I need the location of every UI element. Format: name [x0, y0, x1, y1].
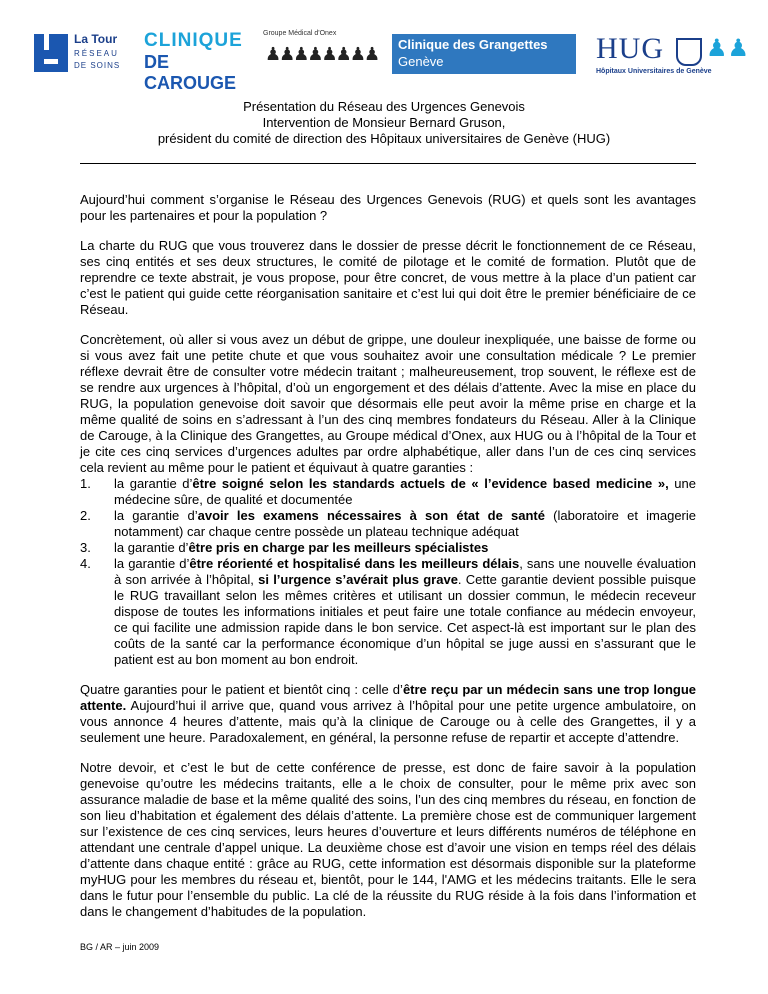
header-speaker: Intervention de Monsieur Bernard Gruson, — [262, 115, 506, 130]
header-divider — [80, 163, 696, 164]
list-item: 3. la garantie d’être pris en charge par les meilleurs spécialistes — [80, 540, 489, 555]
paragraph-2: La charte du RUG que vous trouverez dans le dossier de presse décrit le fonctionnement de ce Réseau, ses cinq entités et ses deux structures, le comité de pilotage et le comité de formation. Plutôt que de reprendre ce texte abstrait, je vous propose, pour être concret, de vous mettre à la place d’un patient car c’est le patient qui guide cette réorganisation sanitaire et c’est lui qui doit être le premier bénéficiaire de ce Réseau. — [80, 238, 696, 317]
latour-line2: RÉSEAU — [74, 49, 119, 58]
grangettes-logo — [392, 34, 576, 74]
hug-name: Hôpitaux Universitaires de Genève — [596, 68, 712, 75]
grangettes-line1: Clinique des Grangettes — [398, 37, 548, 52]
paragraph-1: Aujourd’hui comment s’organise le Réseau des Urgences Genevois (RUG) et quels sont les avantages pour les partenaires et pour la population ? — [80, 192, 696, 223]
carouge-line2: DE CAROUGE — [144, 52, 237, 93]
people-figures-icon: ♟♟♟♟♟♟♟♟ — [265, 44, 379, 64]
latour-line3: DE SOINS — [74, 61, 121, 70]
paragraph-3: Concrètement, où aller si vous avez un début de grippe, une douleur inexpliquée, une baisse de forme ou si vous avez fait une petite chute et que vous souhaitez avoir une consultation médicale ? Le premier réflexe devrait être de consulter votre médecin traitant ; malheureusement, trop souvent, le réflexe est de se rendre aux urgences à l’hôpital, d’où un engorgement et des délais d’attente. Avec la mise en place du RUG, la population genevoise doit savoir que désormais elle peut avoir la même prise en charge et la même qualité de soins en s’adressant à l’un des cinq membres fondateurs du Réseau. Aller à la Clinique de Carouge, à la Clinique des Grangettes, au Groupe médical d’Onex, aux HUG ou à l’hôpital de la Tour et je cite ces cinq services d’urgences adultes par ordre alphabétique, aller dans l’un de ces cinq services cela revient au même pour le patient et équivaut à quatre garanties : — [80, 332, 696, 475]
guarantees-list — [80, 476, 696, 668]
header-role: président du comité de direction des Hôpitaux universitaires de Genève (HUG) — [157, 131, 611, 146]
onex-label: Groupe Médical d'Onex — [263, 30, 337, 37]
document-header — [60, 99, 708, 147]
header-title: Présentation du Réseau des Urgences Genevois — [243, 99, 525, 114]
logo-bar — [0, 28, 768, 93]
hug-people-icon: ♟♟ — [706, 35, 750, 62]
latour-mark-icon — [34, 34, 68, 72]
latour-logo — [34, 32, 134, 76]
geneva-shield-icon — [676, 38, 702, 66]
paragraph-4: Quatre garanties pour le patient et bientôt cinq : celle d’être reçu par un médecin sans une trop longue attente. Aujourd’hui il arrive que, quand vous arrivez à l’hôpital pour une petite urgence ambulatoire, on vous annonce 4 heures d’attente, mais qu’à la clinique de Carouge ou à celle des Grangettes, il y a seulement une heure. Paradoxalement, en général, la personne refuse de repartir et accepte d’attendre. — [80, 682, 696, 745]
paragraph-5: Notre devoir, et c’est le but de cette conférence de presse, est donc de faire savoir à la population genevoise qu’outre les médecins traitants, elle a le choix de consulter, pour le même prix avec son assurance maladie de base et la même qualité des soins, l’un des cinq membres du réseau, en fonction de son lieu d’habitation et également des délais d’attente. La première chose est de communiquer largement sur l’existence de ces cinq services, leurs heures d’ouverture et leurs différents numéros de téléphone en attendant une centrale d’appel unique. La deuxième chose est d’avoir une vision en temps réel des délais d’attente dans chaque entité : grâce au RUG, cette information est désormais disponible sur la plateforme myHUG pour les membres du réseau et, bientôt, pour le 144, l'AMG et les médecins traitants. Elle le sera dans le futur pour l’ensemble du public. La clé de la réussite du RUG réside à la fois dans l’information et dans le changement d’habitudes de la population. — [80, 760, 696, 919]
carouge-line1: CLINIQUE — [144, 30, 243, 51]
list-item: 2. la garantie d’avoir les examens nécessaires à son état de santé (laboratoire et imagerie notamment) car chaque centre possède un plateau technique adéquat — [80, 508, 696, 539]
latour-line1: La Tour — [74, 32, 118, 46]
footer-reference: BG / AR – juin 2009 — [80, 942, 160, 952]
hug-logo — [596, 32, 750, 80]
document-body — [80, 192, 696, 934]
hug-acronym: HUG — [596, 32, 664, 65]
list-item: 1. la garantie d’être soigné selon les standards actuels de « l’evidence based medicine », une médecine sûre, de qualité et documentée — [80, 476, 696, 507]
onex-logo — [263, 30, 379, 76]
list-item: 4. la garantie d’être réorienté et hospitalisé dans les meilleurs délais, sans une nouvelle évaluation à son arrivée à l’hôpital, si l’urgence s’avérait plus grave. Cette garantie devient possible puisque le RUG travaillant selon les mêmes critères et utilisant un dossier commun, le médecin receveur dispose de toutes les informations initiales et peut faire une totale confiance au médecin envoyeur, ce qui facilite une admission rapide dans le bon service. Cet aspect-là est important sur le plan des coûts de la santé car la performance économique d’un hôpital se juge aussi en s’assurant que le patient est au bon moment au bon endroit. — [80, 556, 696, 667]
grangettes-line2: Genève — [398, 54, 444, 69]
carouge-logo — [144, 30, 256, 93]
